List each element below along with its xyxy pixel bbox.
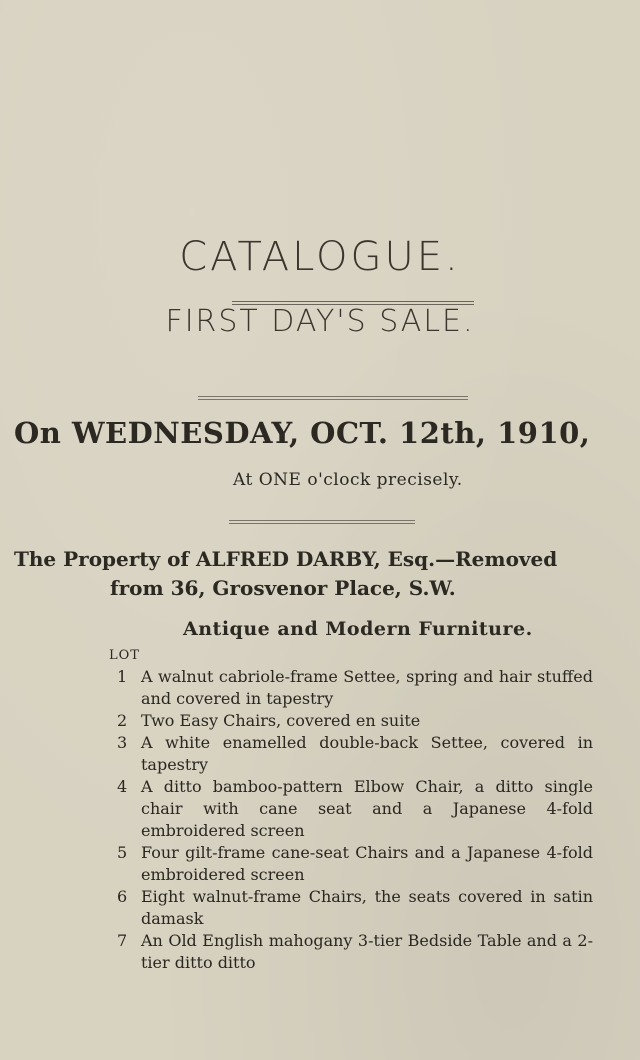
subtitle-rule-lower — [198, 399, 468, 400]
lot-item — [0, 732, 640, 776]
lot-description: An Old English mahogany 3-tier Bedside Table and a 2-tier ditto ditto — [141, 931, 593, 972]
time-rule-lower — [229, 523, 415, 524]
sale-date: On WEDNESDAY, OCT. 12th, 1910, — [14, 416, 591, 450]
property-owner: The Property of ALFRED DARBY, Esq.—Removed — [14, 547, 558, 571]
catalogue-title: CATALOGUE. — [179, 234, 461, 280]
sale-time: At ONE o'clock precisely. — [233, 470, 463, 490]
lot-description: A walnut cabriole-frame Settee, spring and hair stuffed and covered in tapestry — [141, 667, 593, 708]
lot-number: 5 — [117, 843, 128, 862]
lot-item — [0, 930, 640, 974]
subtitle-rule — [198, 396, 468, 397]
lot-number: 7 — [117, 931, 128, 950]
lot-number: 1 — [117, 667, 128, 686]
lot-number: 3 — [117, 733, 128, 752]
property-address: from 36, Grosvenor Place, S.W. — [110, 576, 456, 600]
lot-description: Eight walnut-frame Chairs, the seats covered in satin damask — [141, 887, 593, 928]
lot-list — [0, 666, 640, 974]
lot-description: Four gilt-frame cane-seat Chairs and a Japanese 4-fold embroidered screen — [141, 843, 593, 884]
lot-item — [0, 776, 640, 842]
lot-column-header: LOT — [109, 648, 140, 663]
sale-subtitle: FIRST DAY'S SALE. — [165, 304, 475, 339]
lot-description: Two Easy Chairs, covered en suite — [141, 711, 421, 730]
section-heading: Antique and Modern Furniture. — [183, 618, 533, 640]
lot-item — [0, 842, 640, 886]
lot-description: A ditto bamboo-pattern Elbow Chair, a ditto single chair with cane seat and a Japanese 4-fold embroidered screen — [141, 777, 593, 840]
title-rule — [232, 301, 474, 302]
lot-number: 4 — [117, 777, 128, 796]
lot-number: 2 — [117, 711, 128, 730]
lot-item — [0, 886, 640, 930]
lot-description: A white enamelled double-back Settee, covered in tapestry — [141, 733, 593, 774]
lot-item — [0, 710, 640, 732]
lot-number: 6 — [117, 887, 128, 906]
time-rule — [229, 520, 415, 521]
lot-item — [0, 666, 640, 710]
